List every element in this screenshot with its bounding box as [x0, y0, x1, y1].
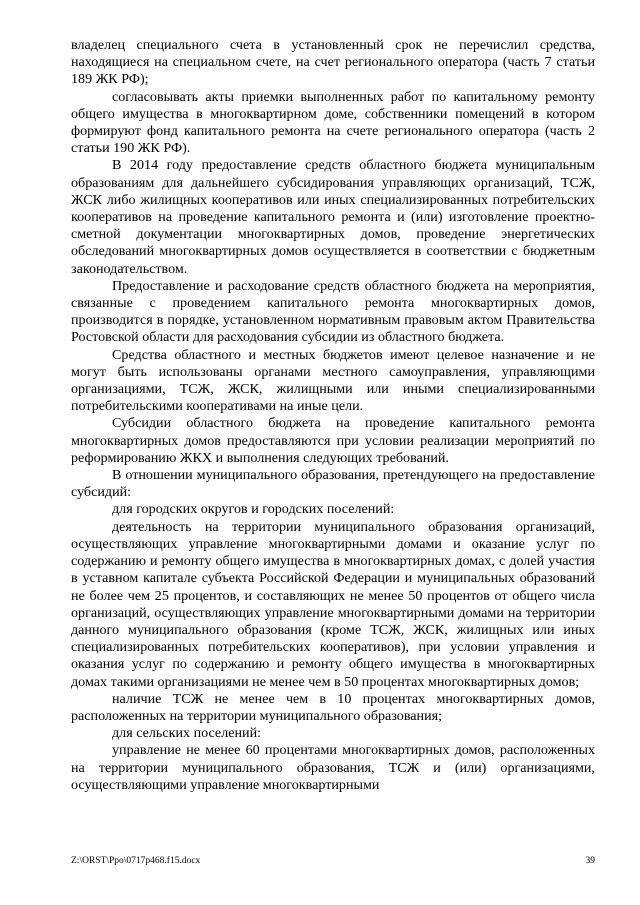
paragraph: деятельность на территории муниципального образования организаций, осуществляющих управление многоквартирными домами и оказание услуг по содержанию и ремонту общего имущества в многоквартирных домах, с долей участия в уставном капитале субъекта Российской Федерации и муниципальных образований не более чем 25 процентов, и составляющих не менее 50 процентов от общего числа организаций, осуществляющих управление многоквартирными домами на территории данного муниципального образования (кроме ТСЖ, ЖСК, жилищных или иных специализированных потребительских кооперативов), при условии управления и оказания услуг по содержанию и ремонту общего имущества в многоквартирных домах такими организациями не менее чем в 50 процентах многоквартирных домов;: [71, 518, 595, 690]
paragraph: наличие ТСЖ не менее чем в 10 процентах многоквартирных домов, расположенных на территории муниципального образования;: [71, 690, 595, 724]
paragraph: владелец специального счета в установленный срок не перечислил средства, находящиеся на специальном счете, на счет регионального оператора (часть 7 статьи 189 ЖК РФ);: [71, 37, 595, 88]
paragraph: Субсидии областного бюджета на проведение капитального ремонта многоквартирных домов предоставляются при условии реализации мероприятий по реформированию ЖКХ и выполнения следующих требований.: [71, 415, 595, 466]
paragraph: Средства областного и местных бюджетов имеют целевое назначение и не могут быть использованы органами местного самоуправления, управляющими организациями, ТСЖ, ЖСК, жилищными или иными специализированными потребительскими кооперативами на иные цели.: [71, 346, 595, 415]
page-number: 39: [585, 856, 595, 866]
document-body: [71, 37, 595, 794]
paragraph: для сельских поселений:: [112, 725, 262, 742]
paragraph: В 2014 году предоставление средств областного бюджета муниципальным образованиям для дальнейшего субсидирования управляющих организаций, ТСЖ, ЖСК либо жилищных кооперативов или иных специализированных потребительских кооперативов на проведение капитального ремонта и (или) изготовление проектно-сметной документации многоквартирных домов, проведение энергетических обследований многоквартирных домов осуществляется в соответствии с бюджетным законодательством.: [71, 157, 595, 277]
footer-file-path: Z:\ORST\Ppo\0717p468.f15.docx: [71, 856, 201, 866]
paragraph: В отношении муниципального образования, претендующего на предоставление субсидий:: [71, 467, 595, 501]
paragraph: Предоставление и расходование средств областного бюджета на мероприятия, связанные с проведением капитального ремонта многоквартирных домов, производится в порядке, установленном нормативным правовым актом Правительства Ростовской области для расходования субсидии из областного бюджета.: [71, 277, 595, 346]
paragraph: управление не менее 60 процентами многоквартирных домов, расположенных на территории муниципального образования, ТСЖ и (или) организациями, осуществляющими управление многоквартирными: [71, 742, 595, 793]
paragraph: согласовывать акты приемки выполненных работ по капитальному ремонту общего имущества в многоквартирном доме, собственники помещений в котором формируют фонд капитального ремонта на счете регионального оператора (часть 2 статьи 190 ЖК РФ).: [71, 88, 595, 157]
paragraph: для городских округов и городских поселений:: [112, 501, 395, 518]
